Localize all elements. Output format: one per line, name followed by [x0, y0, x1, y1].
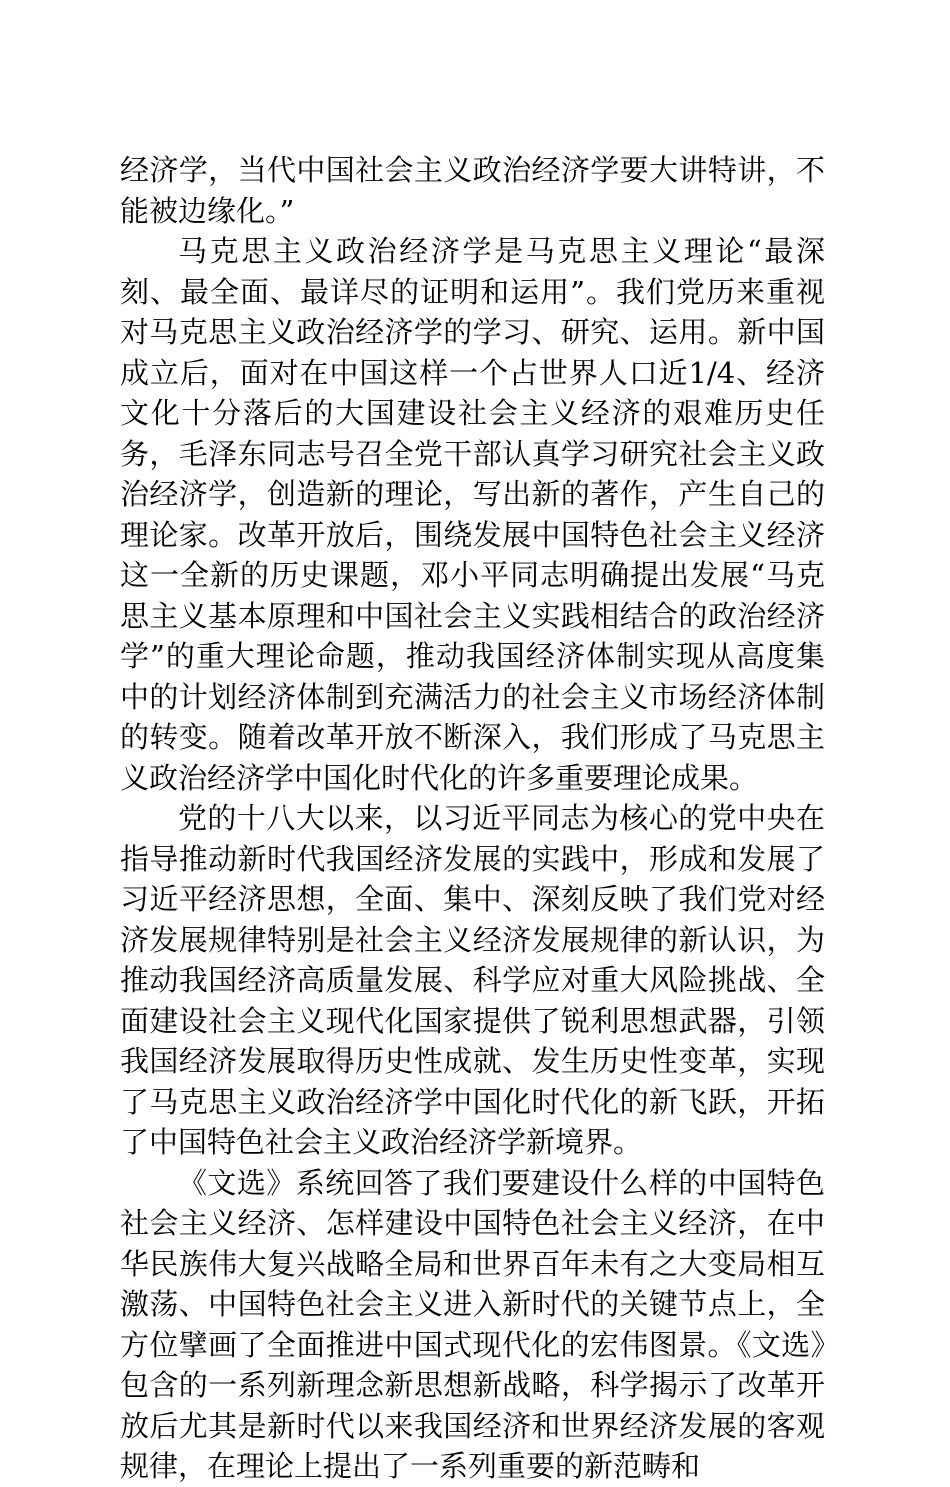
paragraph-marxist-political-economy: 马克思主义政治经济学是马克思主义理论“最深刻、最全面、最详尽的证明和运用”。我们党历来重视对马克思主义政治经济学的学习、研究、运用。新中国成立后，面对在中国这样一个占世界人口近1/4、经济文化十分落后的大国建设社会主义经济的艰难历史任务，毛泽东同志号召全党干部认真学习研究社会主义政治经济学，创造新的理论，写出新的著作，产生自己的理论家。改革开放后，围绕发展中国特色社会主义经济这一全新的历史课题，邓小平同志明确提出发展“马克思主义基本原理和中国社会主义实践相结合的政治经济学”的重大理论命题，推动我国经济体制实现从高度集中的计划经济体制到充满活力的社会主义市场经济体制的转变。随着改革开放不断深入，我们形成了马克思主义政治经济学中国化时代化的许多重要理论成果。: [120, 234, 825, 795]
paragraph-continuation: 经济学，当代中国社会主义政治经济学要大讲特讲，不能被边缘化。”: [120, 153, 825, 228]
paragraph-eighteenth-congress: 党的十八大以来，以习近平同志为核心的党中央在指导推动新时代我国经济发展的实践中，形成和发展了习近平经济思想，全面、集中、深刻反映了我们党对经济发展规律特别是社会主义经济发展规律的新认识，为推动我国经济高质量发展、科学应对重大风险挑战、全面建设社会主义现代化国家提供了锐利思想武器，引领我国经济发展取得历史性成就、发生历史性变革，实现了马克思主义政治经济学中国化时代化的新飞跃，开拓了中国特色社会主义政治经济学新境界。: [120, 801, 825, 1159]
paragraph-selected-works: 《文选》系统回答了我们要建设什么样的中国特色社会主义经济、怎样建设中国特色社会主义经济，在中华民族伟大复兴战略全局和世界百年未有之大变局相互激荡、中国特色社会主义进入新时代的关键节点上，全方位擘画了全面推进中国式现代化的宏伟图景。《文选》包含的一系列新理念新思想新战略，科学揭示了改革开放后尤其是新时代以来我国经济和世界经济发展的客观规律，在理论上提出了一系列重要的新范畴和: [120, 1165, 825, 1483]
body-text: [120, 150, 825, 1487]
